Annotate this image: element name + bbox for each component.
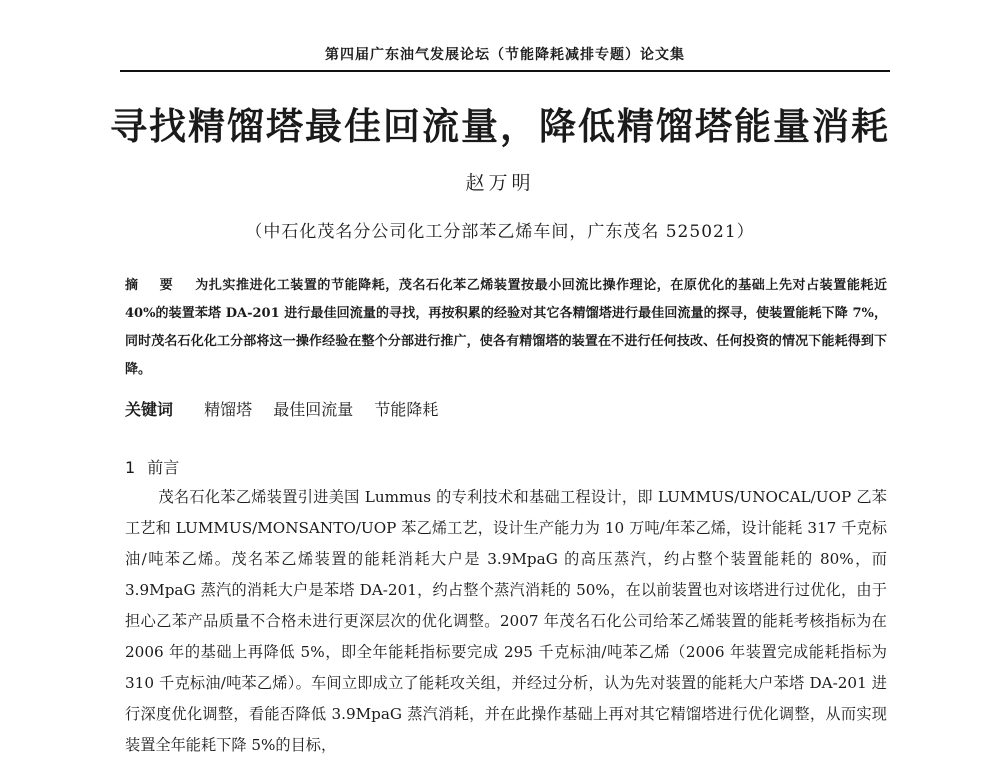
header-divider <box>120 70 890 72</box>
section-number: 1 <box>125 458 136 477</box>
abstract-block <box>125 272 887 384</box>
keywords-line <box>125 397 887 420</box>
keyword-item: 节能降耗 <box>374 400 439 419</box>
author-affiliation: （中石化茂名分公司化工分部苯乙烯车间，广东茂名 525021） <box>245 222 755 242</box>
running-header: 第四届广东油气发展论坛（节能降耗减排专题）论文集 <box>325 47 685 63</box>
abstract-text: 为扎实推进化工装置的节能降耗，茂名石化苯乙烯装置按最小回流比操作理论，在原优化的基础上先对占装置能耗近 40%的装置苯塔 DA-201 进行最佳回流量的寻找，再按积累的经验对其它各精馏塔进行最佳回流量的探寻，使装置能耗下降 7%，同时茂名石化化工分部将这一操作经验在整个分部进行推广，使各有精馏塔的装置在不进行任何技改、任何投资的情况下能耗得到下降。 <box>125 278 887 377</box>
body-paragraph: 茂名石化苯乙烯装置引进美国 Lummus 的专利技术和基础工程设计，即 LUMMUS/UNOCAL/UOP 乙苯工艺和 LUMMUS/MONSANTO/UOP 苯乙烯工艺，设计生产能力为 10 万吨/年苯乙烯，设计能耗 317 千克标油/吨苯乙烯。茂名苯乙烯装置的能耗消耗大户是 3.9MpaG 的高压蒸汽，约占整个装置能耗的 80%，而 3.9MpaG 蒸汽的消耗大户是苯塔 DA-201，约占整个蒸汽消耗的 50%，在以前装置也对该塔进行过优化，由于担心乙苯产品质量不合格未进行更深层次的优化调整。2007 年茂名石化公司给苯乙烯装置的能耗考核指标为在 2006 年的基础上再降低 5%，即全年能耗指标要完成 295 千克标油/吨苯乙烯（2006 年装置完成能耗指标为 310 千克标油/吨苯乙烯）。车间立即成立了能耗攻关组，并经过分析，认为先对装置的能耗大户苯塔 DA-201 进行深度优化调整，看能否降低 3.9MpaG 蒸汽消耗，并在此操作基础上再对其它精馏塔进行优化调整，从而实现装置全年能耗下降 5%的目标， <box>125 488 887 754</box>
keywords-label: 关键词 <box>125 400 174 419</box>
article-title: 寻找精馏塔最佳回流量，降低精馏塔能量消耗 <box>110 105 890 148</box>
keyword-item: 精馏塔 <box>204 400 253 419</box>
section-heading <box>125 455 179 478</box>
section-title: 前言 <box>147 458 180 477</box>
abstract-label: 摘 要 <box>125 278 182 293</box>
article-author: 赵万明 <box>465 172 535 194</box>
keyword-item: 最佳回流量 <box>273 400 354 419</box>
